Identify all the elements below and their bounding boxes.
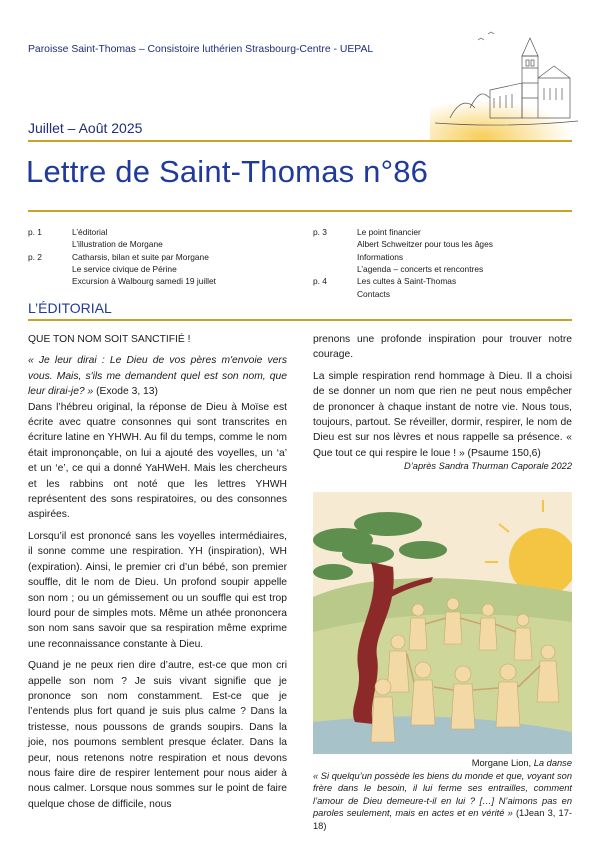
toc-item: Informations <box>357 251 404 262</box>
toc-page: p. 3 <box>313 227 327 237</box>
editorial-paragraph: Quand je ne peux rien dire d’autre, est-ce que mon cri appelle son nom ? Je suis vivant signifie que je prononce son nom constamment. Est-ce que je l’entends plus fort quand je suis plus calme ? Dans la tristesse, nous poussons de grands soupirs. Dans la joie, nos poumons semblent presque éclater. Dans la peur, nous retenons notre respiration et nous devons nous faire dire de respirer lentement pour nous aider à nous calmer. Lorsque nous sommes sur le point de faire quelque chose de difficile, nous <box>28 660 287 810</box>
toc-entry[interactable] <box>313 275 572 287</box>
toc-item: Contacts <box>357 288 391 299</box>
editorial-right-column <box>313 332 572 475</box>
section-divider <box>28 319 572 321</box>
toc-entry[interactable] <box>28 251 298 263</box>
caption-ref: (1Jean 3, 17-18) <box>313 808 572 831</box>
toc-entry[interactable] <box>313 238 572 250</box>
toc-entry[interactable] <box>313 226 572 238</box>
toc-entry[interactable] <box>313 251 572 263</box>
toc-page: p. 2 <box>28 251 42 262</box>
toc-entry[interactable] <box>28 275 298 287</box>
title-divider <box>28 210 572 212</box>
caption-credit <box>313 757 572 770</box>
editorial-paragraph: Dans l’hébreu original, la réponse de Dieu à Moïse est écrite avec quatre consonnes qui sont transcrites en écriture latine en YHWH. Au fil du temps, comme le nom était imprononçable, on lui a ajouté des voyelles, un ‘a’ et un ‘e’, ce qui a donné YaHWeH. Mais les chercheurs et les rabbins ont noté que les lettres YHWH représentent des sons respiratoires, ou des consonnes aspirées. <box>28 401 287 521</box>
toc-item: Albert Schweitzer pour tous les âges <box>357 239 493 250</box>
page-title: Lettre de Saint-Thomas n°86 <box>26 154 429 189</box>
toc-right <box>313 226 572 302</box>
editorial-signature: D’après Sandra Thurman Caporale 2022 <box>404 461 572 472</box>
toc-entry[interactable] <box>313 288 572 300</box>
editorial-paragraph <box>313 369 572 461</box>
toc-item: Excursion à Walbourg samedi 19 juillet <box>72 276 216 287</box>
toc-item: Catharsis, bilan et suite par Morgane <box>72 251 209 262</box>
exodus-quote <box>28 353 287 399</box>
toc-item: L’illustration de Morgane <box>72 239 163 250</box>
toc-item: L’éditorial <box>72 227 108 237</box>
toc-entry[interactable] <box>28 238 298 250</box>
issue-date: Juillet – Août 2025 <box>28 120 143 136</box>
toc-item: Le point financier <box>357 227 421 237</box>
toc-entry[interactable] <box>313 263 572 275</box>
organization-line: Paroisse Saint-Thomas – Consistoire luthérien Strasbourg-Centre - UEPAL <box>28 44 374 55</box>
editorial-heading: QUE TON NOM SOIT SANCTIFIÉ ! <box>28 334 191 345</box>
top-divider <box>28 140 572 142</box>
toc-item: Les cultes à Saint-Thomas <box>357 276 457 287</box>
toc-page: p. 4 <box>313 276 327 287</box>
editorial-paragraph: prenons une profonde inspiration pour trouver notre courage. <box>313 334 572 361</box>
toc-entry[interactable] <box>28 263 298 275</box>
caption-author: Morgane Lion, <box>471 758 534 768</box>
toc-item: Le service civique de Périne <box>72 263 177 274</box>
exodus-quote-text: « Je leur dirai : Le Dieu de vos pères m'envoie vers vous. Mais, s'ils me demandent quel est son nom, que leur dirai-je? » <box>28 355 287 398</box>
toc-entry[interactable] <box>28 226 298 238</box>
painting-caption <box>313 757 572 833</box>
exodus-quote-ref: (Exode 3, 13) <box>93 386 158 398</box>
psalm-ref: (Psaume 150,6) <box>464 447 541 459</box>
toc-page: p. 1 <box>28 227 42 237</box>
paragraph-text: La simple respiration rend hommage à Dieu. Il a choisi de se donner un nom que rien ne peut nous empêcher de prononcer à chaque instant de notre vie. Nous tous, toujours, partout. Se réveiller, dormir, respirer, le nom de Dieu est sur nos lèvres et nous rappelle sa présence. « Que tout ce qui respire le loue ! » <box>313 370 572 459</box>
editorial-left-column <box>28 332 287 818</box>
section-title: L’ÉDITORIAL <box>28 300 112 316</box>
editorial-paragraph: Lorsqu’il est prononcé sans les voyelles intermédiaires, il sonne comme une respiration. YH (inspiration), WH (expiration). Ainsi, le premier cri d’un bébé, son premier souffle, dit le nom de Dieu. Un profond soupir appelle son nom ; ou un gémissement ou un souffle qui est trop lourd pour de simples mots. Même un athée prononcera son nom sans savoir que sa respiration même exprime une reconnaissance constante à Dieu. <box>28 530 287 650</box>
toc-item: L’agenda – concerts et rencontres <box>357 263 484 274</box>
caption-title: La danse <box>533 758 572 768</box>
church-sketch-illustration <box>430 28 580 140</box>
caption-quote <box>313 770 572 833</box>
toc-left <box>28 226 298 292</box>
caption-quote-text: « Si quelqu’un possède les biens du monde et que, voyant son frère dans le besoin, il lui ferme ses entrailles, comment l’amour de Dieu demeure-t-il en lui ? […] N’aimons pas en paroles seulement, mais en actes et en vérité » <box>313 770 572 819</box>
painting-la-danse <box>313 492 572 754</box>
